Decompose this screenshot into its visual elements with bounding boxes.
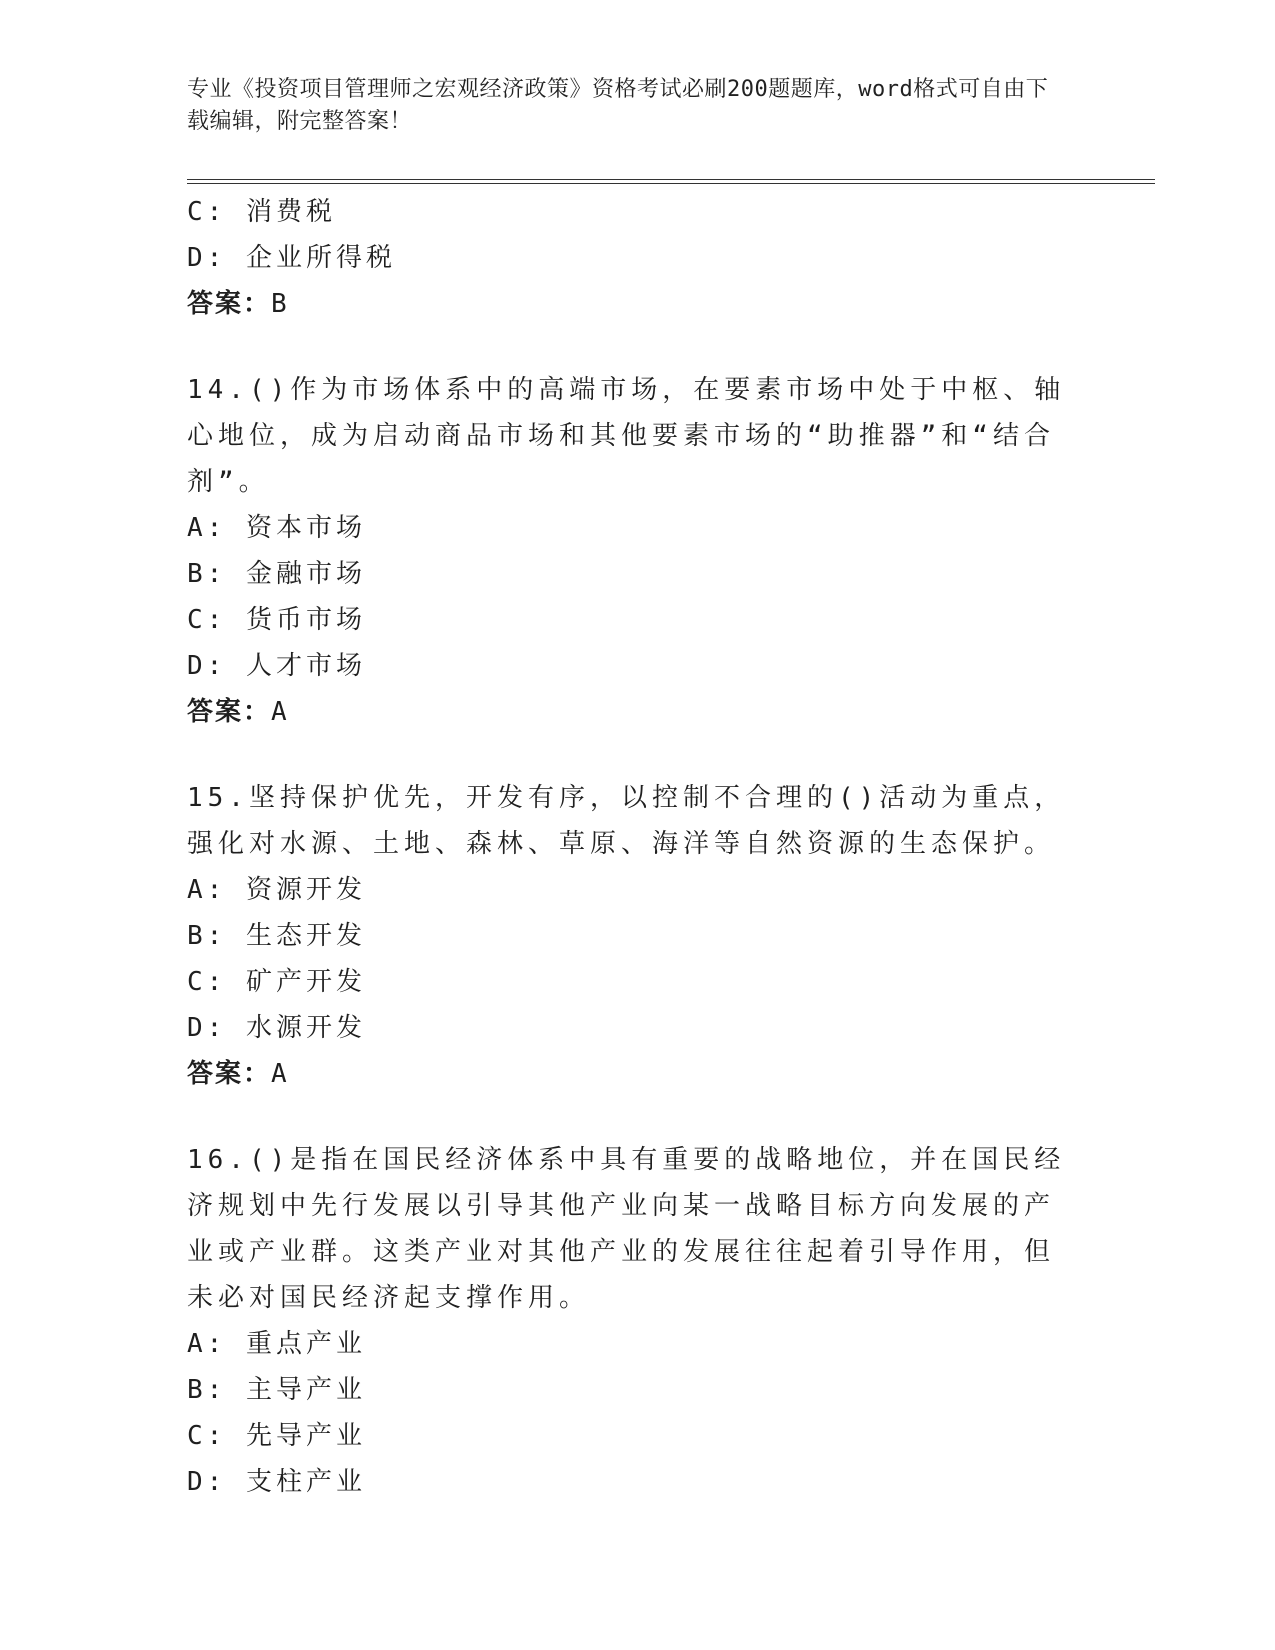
option-c: C: 先导产业 [187,1421,366,1451]
option-a: A: 资源开发 [187,875,366,905]
option-a: A: 重点产业 [187,1329,366,1359]
question-14 [187,367,1067,735]
question-16 [187,1137,1067,1505]
option-b: B: 主导产业 [187,1375,366,1405]
header-text: 专业《投资项目管理师之宏观经济政策》资格考试必刷200题题库，word格式可自由下载编辑，附完整答案！ [187,77,1049,134]
option-b: B: 生态开发 [187,921,366,951]
question-stem: 15.坚持保护优先，开发有序，以控制不合理的()活动为重点，强化对水源、土地、森林、草原、海洋等自然资源的生态保护。 [187,783,1066,859]
option-d: D: 企业所得税 [187,243,396,273]
option-b: B: 金融市场 [187,559,366,589]
answer-value: A [271,697,288,727]
option-d: D: 水源开发 [187,1013,366,1043]
answer-line: 答案：B [187,289,288,319]
header-divider-top [187,179,1155,180]
answer-line: 答案：A [187,1059,288,1089]
option-c: C: 货币市场 [187,605,366,635]
header-divider-bottom [187,183,1155,184]
option-c: C: 消费税 [187,197,336,227]
option-d: D: 人才市场 [187,651,366,681]
question-stem: 16.()是指在国民经济体系中具有重要的战略地位，并在国民经济规划中先行发展以引导其他产业向某一战略目标方向发展的产业或产业群。这类产业对其他产业的发展往往起着引导作用，但未必对国民经济起支撑作用。 [187,1145,1066,1313]
answer-line: 答案：A [187,697,288,727]
answer-value: A [271,1059,288,1089]
option-a: A: 资本市场 [187,513,366,543]
option-d: D: 支柱产业 [187,1467,366,1497]
previous-question-tail [187,189,1067,327]
page-header [187,74,1067,138]
question-15 [187,775,1067,1097]
question-stem: 14.()作为市场体系中的高端市场，在要素市场中处于中枢、轴心地位，成为启动商品市场和其他要素市场的“助推器”和“结合剂”。 [187,375,1066,497]
answer-value: B [271,289,288,319]
question-list [187,189,1067,1505]
option-c: C: 矿产开发 [187,967,366,997]
